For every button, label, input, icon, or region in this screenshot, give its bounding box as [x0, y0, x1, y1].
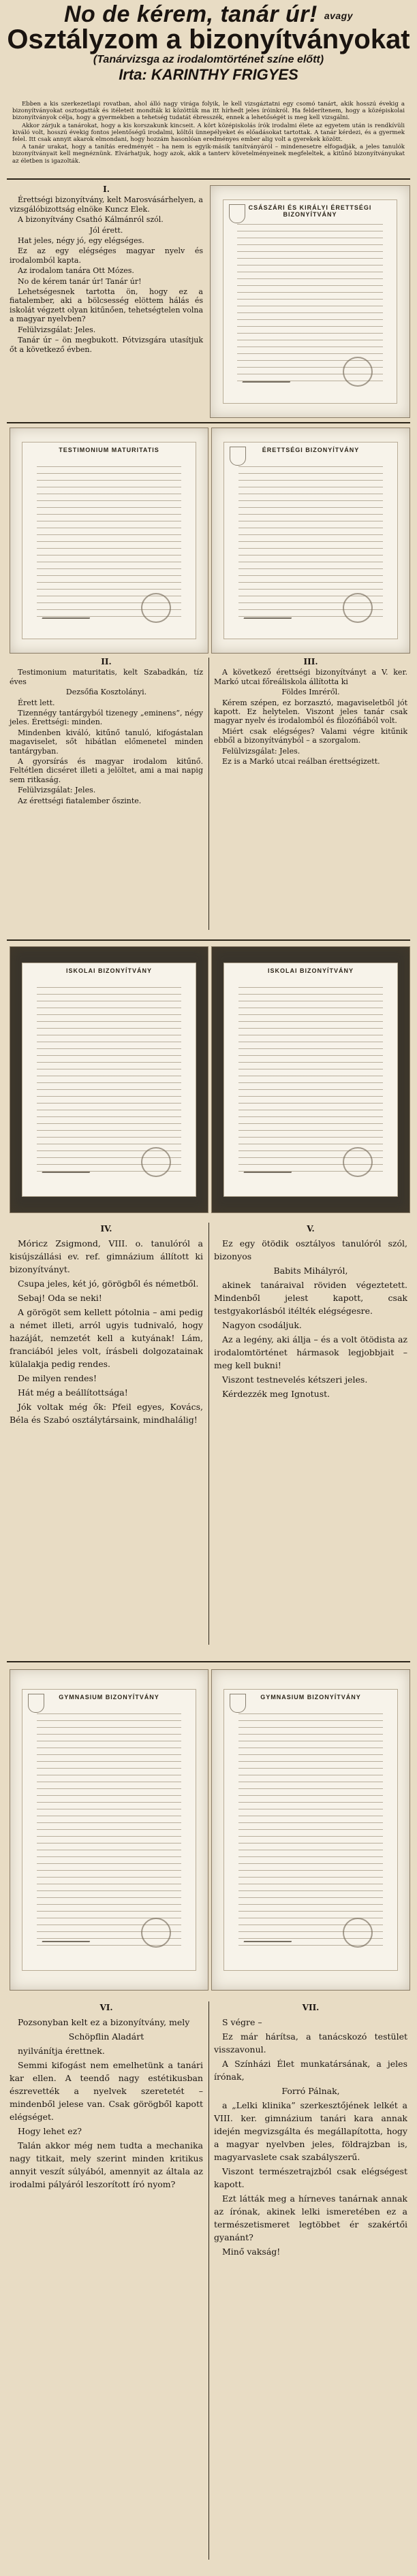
paragraph: Hát még a beállítottsága! [18, 1387, 128, 1398]
paragraph: A Színházi Élet munkatársának, a jeles írónak, [214, 2059, 407, 2082]
paragraph: Lehetségesnek tartotta ön, hogy ez a fiatalember, aki a bölcsesség elöttem hálás és iskolát végzett olyan kitűnően, tehetségtelen volna a magyar nyelvben? [10, 287, 204, 324]
paragraph: Felülvizsgálat: Jeles. [18, 325, 96, 334]
paragraph: a „Lelki klinika” szerkesztőjének lelkét a VIII. ker. gimnázium tanári kara annak idején megvizsgálta és megállapította, hogy a magyar nyelvben jeles, földrajzban is, magyarvaslete csak szabályszerű. [214, 2100, 407, 2162]
paragraph: Ez is a Markó utcai reálban érettségizett. [222, 757, 380, 767]
section-number: II. [101, 657, 112, 666]
stamp-icon [141, 1918, 171, 1948]
divider [7, 422, 410, 423]
certificate-lines [37, 1707, 182, 1950]
certificate-title: TESTIMONIUM MATURITATIS [59, 446, 159, 453]
section-number: IV. [100, 1224, 112, 1234]
certificate-image [210, 185, 410, 418]
certificate-image [10, 1669, 208, 1991]
kicker: No de kérem, tanár úr! avagy [63, 1, 354, 27]
paragraph: Az a legény, aki állja – és a volt ötödista az irodalomtörténet hármasok legjobbjait – meg kell bukni! [214, 1334, 407, 1370]
subtitle: (Tanárvizsga az irodalomtörténet színe előtt) [93, 54, 324, 65]
kicker-small: avagy [324, 10, 354, 22]
paragraph: Tizennégy tantárgyból tizenegy „eminens”, négy jeles. Érettségi: minden. [10, 709, 203, 727]
paragraph: Testimonium maturitatis, kelt Szabadkán, tíz éves [10, 668, 203, 686]
paragraph: Csupa jeles, két jó, görögből és németből. [18, 1278, 199, 1289]
paragraph: Ez egy ötödik osztályos tanulóról szól, bizonyos [214, 1238, 407, 1261]
certificate-lines [37, 981, 182, 1175]
stamp-icon [343, 593, 373, 623]
headline: Osztályzom a bizonyítványokat [7, 25, 410, 54]
paragraph: Az érettségi fiatalember őszinte. [18, 796, 142, 805]
section-3 [214, 658, 407, 767]
section-7 [214, 2001, 407, 2259]
certificate-sheet [223, 442, 397, 639]
paragraph: Tanár úr – ön megbukott. Pótvizsgára utasítjuk őt a következő évben. [10, 336, 203, 354]
paragraph: Ez az egy elégséges magyar nyelv és irodalomból kapta. [10, 246, 203, 265]
paragraph: Viszont természetrajzból csak elégségest kapott. [214, 2166, 407, 2189]
divider [7, 178, 410, 180]
paragraph: Babits Mihályról, [273, 1266, 348, 1276]
section-number: VI. [99, 2003, 113, 2012]
paragraph: Jók voltak még ők: Pfeil egyes, Kovács, Béla és Szabó osztálytársaink, mindhalálig! [10, 1402, 203, 1425]
certificate-sheet [22, 963, 196, 1196]
paragraph: Hogy lehet ez? [18, 2126, 82, 2136]
paragraph: Ez már hárítsa, a tanácskozó testület visszavonul. [214, 2031, 407, 2055]
stamp-icon [343, 357, 373, 387]
paragraph: Sebaj! Oda se neki! [18, 1293, 102, 1303]
paragraph: Mindenben kiváló, kitűnő tanuló, kifogástalan magaviselet, sőt hibátlan előmenetel minden tantárgyban. [10, 728, 203, 756]
certificate-sheet [223, 963, 397, 1196]
paragraph: Pozsonyban kelt ez a bizonyítvány, mely [18, 2017, 190, 2027]
certificate-title: CSÁSZÁRI ÉS KIRÁLYI ÉRETTSÉGI BIZONYÍTVÁNY [248, 204, 372, 219]
column-divider [208, 2001, 209, 2560]
paragraph: A gyorsírás és magyar irodalom kitűnő. Feltétlen dicséret illeti a jelöltet, ami a mai napig sem ritkaság. [10, 757, 203, 784]
stamp-icon [343, 1918, 373, 1948]
certificate-sheet [22, 1689, 196, 1971]
paragraph: De milyen rendes! [18, 1373, 97, 1383]
certificate-sheet [22, 442, 196, 639]
paragraph: akinek tanáraival röviden végeztetett. Mindenből jelest kapott, csak testgyakorlásból itélték elégségesre. [214, 1280, 407, 1316]
paragraph: A bizonyítvány Csathó Kálmánról szól. [18, 215, 164, 225]
intro-paragraph: A tanár urakat, hogy a tanítás eredményét – ha nem is egyik-másik tanítványáról – mindenesetre elfogadják, a jeles tanulók bizonyítványait kell megnéznünk. Elvárhatjuk, hogy azok, akik a tanterv követelményeinek megfeleltek, a kitűnő bizonyítványukat az életben is igazolták. [12, 144, 405, 165]
paragraph: Nagyon csodáljuk. [222, 1320, 302, 1330]
paragraph: Forró Pálnak, [281, 2086, 340, 2096]
section-5 [214, 1223, 407, 1402]
certificate-title: GYMNASIUM BIZONYÍTVÁNY [260, 1694, 361, 1701]
paragraph: S végre – [222, 2017, 262, 2027]
certificate-lines [238, 1707, 384, 1950]
intro-paragraph: Akkor zárjuk a tanárokat, hogy a kis korszakunk kincseit. A kört középiskolás írók irodalmi élete az egyetem után is rendkívüli kiváló volt, hosszú évekig fontos jelentőségű irodalmi, költői ünnepélyeket és előadásokat tartottak. A tanár kérdezi, és a gyermek felel. Itt csak annyit akarok elmondani, hogy hozzám hasonlóan eredményes ember alig volt a gyerekek között. [12, 122, 405, 144]
paragraph: Kérem szépen, ez borzasztó, magaviseletből jót kapott. Ez helytelen. Viszont jeles tanár csak magyar nyelv és irodalomból és filozófiából volt. [214, 698, 407, 726]
certificate-lines [238, 981, 384, 1175]
signature [42, 609, 93, 619]
paragraph: Hat jeles, négy jó, egy elégséges. [18, 236, 144, 246]
paragraph: No de kérem tanár úr! Tanár úr! [18, 276, 142, 286]
paragraph: Kérdezzék meg Ignotust. [222, 1389, 330, 1399]
section-6 [10, 2001, 203, 2192]
paragraph: A következő érettségi bizonyítványt a V. ker. Markó utcai főreáliskola állította ki [214, 668, 407, 686]
paragraph: A görögöt sem kellett pótolnia – ami pedig a német illeti, arról ugyis tudnivaló, hogy hazáját, nemzetét kell a kutyának! Lám, franciából jeles volt, írásbeli dolgozatainak külalakja pedig rendes. [10, 1307, 203, 1369]
divider [7, 939, 410, 941]
paragraph: Dezsőfia Kosztolányi. [65, 688, 147, 697]
certificate-image [211, 428, 410, 654]
paragraph: Ezt látták meg a hírneves tanárnak annak az írónak, akinek lelki ismeretében ez a természetismeret legtöbbet ér szakértői gyanánt? [214, 2193, 407, 2242]
certificate-image [211, 946, 410, 1213]
signature [243, 373, 294, 383]
signature [243, 1933, 294, 1942]
certificate-title: ÉRETTSÉGI BIZONYÍTVÁNY [262, 446, 360, 453]
certificate-title: ISKOLAI BIZONYÍTVÁNY [267, 967, 354, 975]
divider [7, 1661, 410, 1662]
certificate-image [10, 428, 208, 654]
paragraph: Felülvizsgálat: Jeles. [222, 746, 300, 756]
paragraph: Talán akkor még nem tudta a mechanika nagy titkait, mely szerint minden kritikus annyit veszít súlyából, amennyit az általa az irodalmi pályáról leszorított író nyom? [10, 2140, 203, 2189]
paragraph: Viszont testnevelés kétszeri jeles. [222, 1374, 368, 1385]
paragraph: Az irodalom tanára Ott Mózes. [18, 266, 134, 276]
paragraph: nyilvánítja érettnek. [18, 2046, 105, 2056]
signature [42, 1933, 93, 1942]
section-number: I. [103, 184, 110, 194]
column-divider [208, 1223, 209, 1645]
byline: Irta: KARINTHY FRIGYES [119, 66, 298, 83]
section-number: VII. [302, 2003, 320, 2012]
paragraph: Schöpflin Aladárt [68, 2031, 144, 2042]
paragraph: Móricz Zsigmond, VIII. o. tanulóról a kisújszállási ev. ref. gimnázium állított ki bizonyítványt. [10, 1238, 203, 1274]
section-2 [10, 658, 203, 807]
signature [243, 609, 294, 619]
column-divider [208, 658, 209, 930]
certificate-image [10, 946, 208, 1213]
paragraph: Felülvizsgálat: Jeles. [18, 786, 96, 795]
article-header [0, 0, 417, 88]
certificate-title: ISKOLAI BIZONYÍTVÁNY [65, 967, 152, 975]
signature [243, 1163, 294, 1173]
signature [42, 1163, 93, 1173]
paragraph: Érett lett. [18, 698, 55, 707]
certificate-image [211, 1669, 410, 1991]
paragraph: Minő vakság! [222, 2247, 281, 2257]
paragraph: Miért csak elégséges? Valami végre kitűnik ebből a bizonyítványból – a szorgalom. [214, 726, 407, 745]
certificate-sheet [223, 199, 398, 403]
section-number: III. [303, 657, 318, 666]
paragraph: Földes Imréről. [281, 688, 340, 697]
paragraph: Érettségi bizonyítvány, kelt Marosvásárhelyen, a vizsgálóbizottság elnöke Kuncz Elek. [10, 195, 203, 214]
certificate-title: GYMNASIUM BIZONYÍTVÁNY [59, 1694, 159, 1701]
intro-text [12, 101, 405, 165]
paragraph: Jól érett. [89, 225, 123, 235]
section-1 [10, 185, 203, 355]
section-number: V. [307, 1224, 315, 1234]
certificate-sheet [223, 1689, 397, 1971]
paragraph: Semmi kifogást nem emelhetünk a tanári kar ellen. A teendő nagy estétikusban észrevették a nyelvek szeretetét – mindenből jelese van. Csak görögből kapott elégséget. [10, 2060, 203, 2122]
stamp-icon [141, 593, 171, 623]
intro-paragraph: Ebben a kis szerkezetlapi rovatban, ahol álló nagy virága folyik, le kell vizsgáztatni egy csomó tanárt, akik hosszú évekig a bizonyítványokat osztogatták és itéleteit mondták ki közöttük ma itt hírhedt jeles íróinkról. Ha felderítenem, hogy a középiskolai bizonyítványok célja, hogy a gyermekben a tehetség tudatát ébresszék, ennek a lehetőségét is meg kell vizsgálni. [12, 101, 405, 122]
section-4 [10, 1223, 203, 1428]
